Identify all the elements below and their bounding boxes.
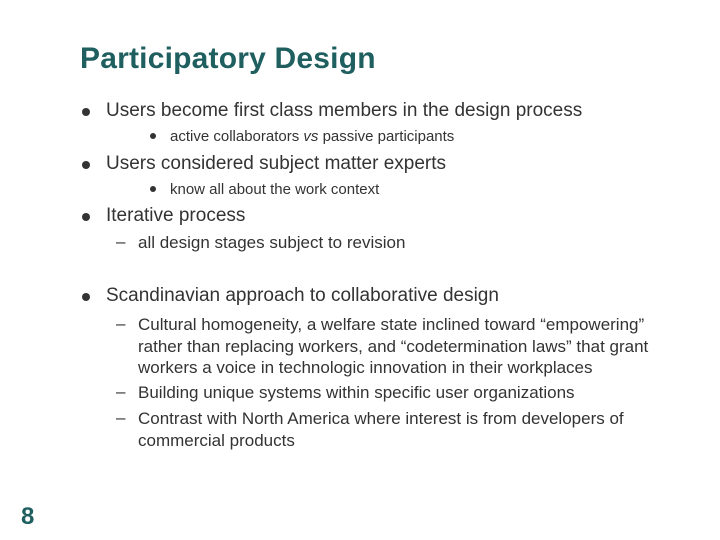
dash-marker: –	[116, 314, 126, 333]
sub-bullet-dot	[150, 186, 156, 192]
bullet-4-sub-3: Contrast with North America where interest is from developers of commercial products	[138, 409, 624, 450]
dash-marker: –	[116, 408, 126, 427]
bullet-4: Scandinavian approach to collaborative design	[106, 285, 499, 306]
bullet-3-sub: all design stages subject to revision	[138, 233, 406, 252]
bullet-1-sub	[170, 128, 454, 145]
slide-title: Participatory Design	[80, 42, 376, 75]
bullet-dot	[82, 161, 90, 169]
bullet-4-sub-1: Cultural homogeneity, a welfare state inclined toward “empowering” rather than replacing workers, and “codetermination laws” that grant workers a voice in technologic innovation in their workplaces	[138, 315, 649, 377]
bullet-dot	[82, 293, 90, 301]
page-number: 8	[21, 503, 35, 530]
bullet-3: Iterative process	[106, 205, 246, 226]
bullet-1-sub-text: active collaborators vs passive participants	[170, 128, 455, 145]
bullet-4-sub-2: Building unique systems within specific user organizations	[138, 383, 575, 402]
bullet-2-sub: know all about the work context	[170, 181, 380, 198]
bullet-dot	[82, 108, 90, 116]
bullet-1: Users become first class members in the design process	[106, 100, 583, 121]
sub-bullet-dot	[150, 133, 156, 139]
dash-marker: –	[116, 382, 126, 401]
bullet-2: Users considered subject matter experts	[106, 153, 447, 174]
dash-marker: –	[116, 232, 126, 251]
bullet-dot	[82, 213, 90, 221]
